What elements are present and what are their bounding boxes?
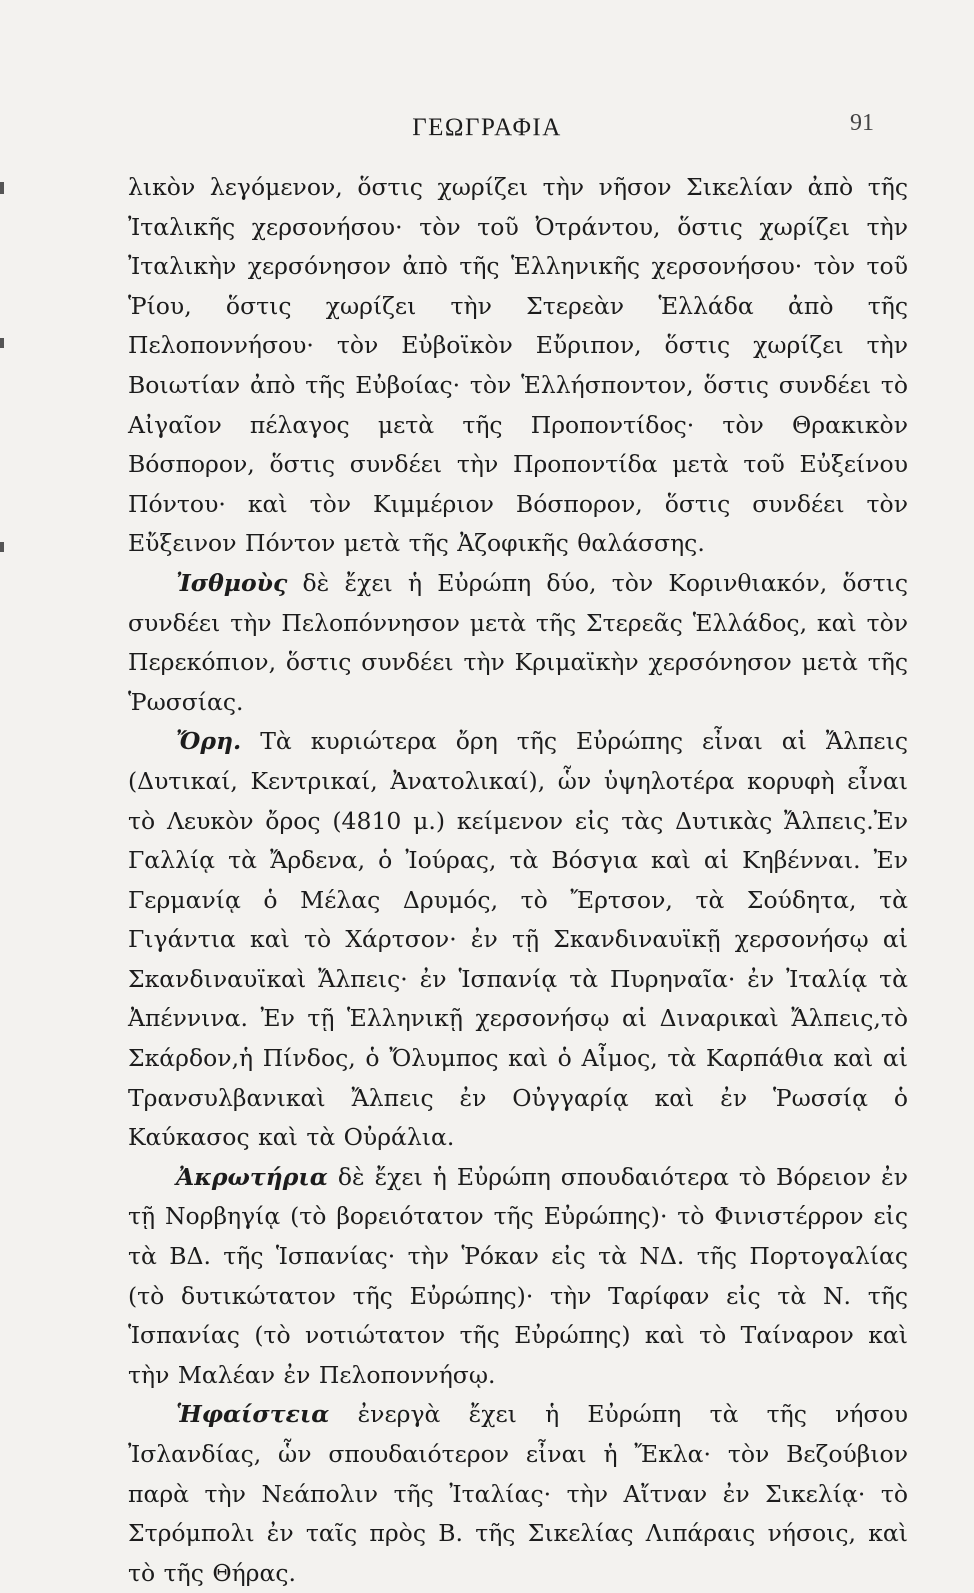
binding-mark — [0, 338, 4, 348]
page-number: 91 — [850, 110, 874, 136]
paragraph-term: Ἀκρωτήρια — [176, 1162, 328, 1191]
paragraph-text: ἐνεργὰ ἔχει ἡ Εὐρώπη τὰ τῆς νήσου Ἰσλανδίας, ὧν σπουδαιότερον εἶναι ἡ Ἔκλα· τὸν Βεζούβιον παρὰ τὴν Νεάπολιν τῆς Ἰταλίας· τὴν Αἴτναν ἐν Σικελίᾳ· τὸ Στρόμπολι ἐν ταῖς πρὸς Β. τῆς Σικελίας Λιπάραις νήσοις, καὶ τὸ τῆς Θήρας. — [128, 1400, 908, 1587]
binding-mark — [0, 182, 4, 194]
paragraph — [128, 722, 908, 1158]
paragraph-text: δὲ ἔχει ἡ Εὐρώπη δύο, τὸν Κορινθιακόν, ὅστις συνδέει τὴν Πελοπόννησον μετὰ τῆς Στερεᾶς Ἑλλάδος, καὶ τὸν Περεκόπιον, ὅστις συνδέει τὴν Κριμαϊκὴν χερσόνησον μετὰ τῆς Ῥωσσίας. — [128, 568, 908, 716]
paragraph — [128, 1395, 908, 1593]
body-text — [128, 168, 908, 1593]
paragraph-text: δὲ ἔχει ἡ Εὐρώπη σπουδαιότερα τὸ Βόρειον ἐν τῇ Νορβηγίᾳ (τὸ βορειότατον τῆς Εὐρώπης)· τὸ Φινιστέρρον εἰς τὰ ΒΔ. τῆς Ἱσπανίας· τὴν Ῥόκαν εἰς τὰ ΝΔ. τῆς Πορτογαλίας (τὸ δυτικώτατον τῆς Εὐρώπης)· τὴν Ταρίφαν εἰς τὰ Ν. τῆς Ἱσπανίας (τὸ νοτιώτατον τῆς Εὐρώπης) καὶ τὸ Ταίναρον καὶ τὴν Μαλέαν ἐν Πελοποννήσῳ. — [128, 1162, 908, 1389]
paragraph-term: Ὄρη. — [176, 727, 242, 756]
binding-mark — [0, 542, 4, 552]
paragraph-term: Ἰσθμοὺς — [176, 568, 288, 597]
page-title: ΓΕΩΓΡΑΦΙΑ — [412, 114, 562, 141]
paragraph — [128, 1158, 908, 1396]
paragraph-text: λικὸν λεγόμενον, ὅστις χωρίζει τὴν νῆσον Σικελίαν ἀπὸ τῆς Ἰταλικῆς χερσονήσου· τὸν τοῦ Ὀτράντου, ὅστις χωρίζει τὴν Ἰταλικὴν χερσόνησον ἀπὸ τῆς Ἑλληνικῆς χερσονήσου· τὸν τοῦ Ῥίου, ὅστις χωρίζει τὴν Στερεὰν Ἑλλάδα ἀπὸ τῆς Πελοποννήσου· τὸν Εὐβοϊκὸν Εὔριπον, ὅστις χωρίζει τὴν Βοιωτίαν ἀπὸ τῆς Εὐβοίας· τὸν Ἑλλήσποντον, ὅστις συνδέει τὸ Αἰγαῖον πέλαγος μετὰ τῆς Προποντίδος· τὸν Θρακικὸν Βόσπορον, ὅστις συνδέει τὴν Προποντίδα μετὰ τοῦ Εὐξείνου Πόντου· καὶ τὸν Κιμμέριον Βόσπορον, ὅστις συνδέει τὸν Εὔξεινον Πόντον μετὰ τῆς Ἀζοφικῆς θαλάσσης. — [128, 173, 908, 558]
paragraph — [128, 168, 908, 564]
paragraph — [128, 564, 908, 722]
paragraph-term: Ἡφαίστεια — [176, 1400, 330, 1429]
running-head — [0, 110, 974, 150]
paragraph-text: Τὰ κυριώτερα ὄρη τῆς Εὐρώπης εἶναι αἱ Ἄλπεις (Δυτικαί, Κεντρικαί, Ἀνατολικαί), ὧν ὑψηλοτέρα κορυφὴ εἶναι τὸ Λευκὸν ὄρος (4810 μ.) κείμενον εἰς τὰς Δυτικὰς Ἄλπεις.Ἐν Γαλλίᾳ τὰ Ἄρδενα, ὁ Ἰούρας, τὰ Βόσγια καὶ αἱ Κηβένναι. Ἐν Γερμανίᾳ ὁ Μέλας Δρυμός, τὸ Ἔρτσον, τὰ Σούδητα, τὰ Γιγάντια καὶ τὸ Χάρτσον· ἐν τῇ Σκανδιναυϊκῇ χερσονήσῳ αἱ Σκανδιναυϊκαὶ Ἄλπεις· ἐν Ἱσπανίᾳ τὰ Πυρηναῖα· ἐν Ἰταλίᾳ τὰ Ἀπέννινα. Ἐν τῇ Ἑλληνικῇ χερσονήσῳ αἱ Διναρικαὶ Ἄλπεις,τὸ Σκάρδον,ἡ Πίνδος, ὁ Ὄλυμπος καὶ ὁ Αἶμος, τὰ Καρπάθια καὶ αἱ Τρανσυλβανικαὶ Ἄλπεις ἐν Οὐγγαρίᾳ καὶ ἐν Ῥωσσίᾳ ὁ Καύκασος καὶ τὰ Οὐράλια. — [128, 727, 908, 1152]
